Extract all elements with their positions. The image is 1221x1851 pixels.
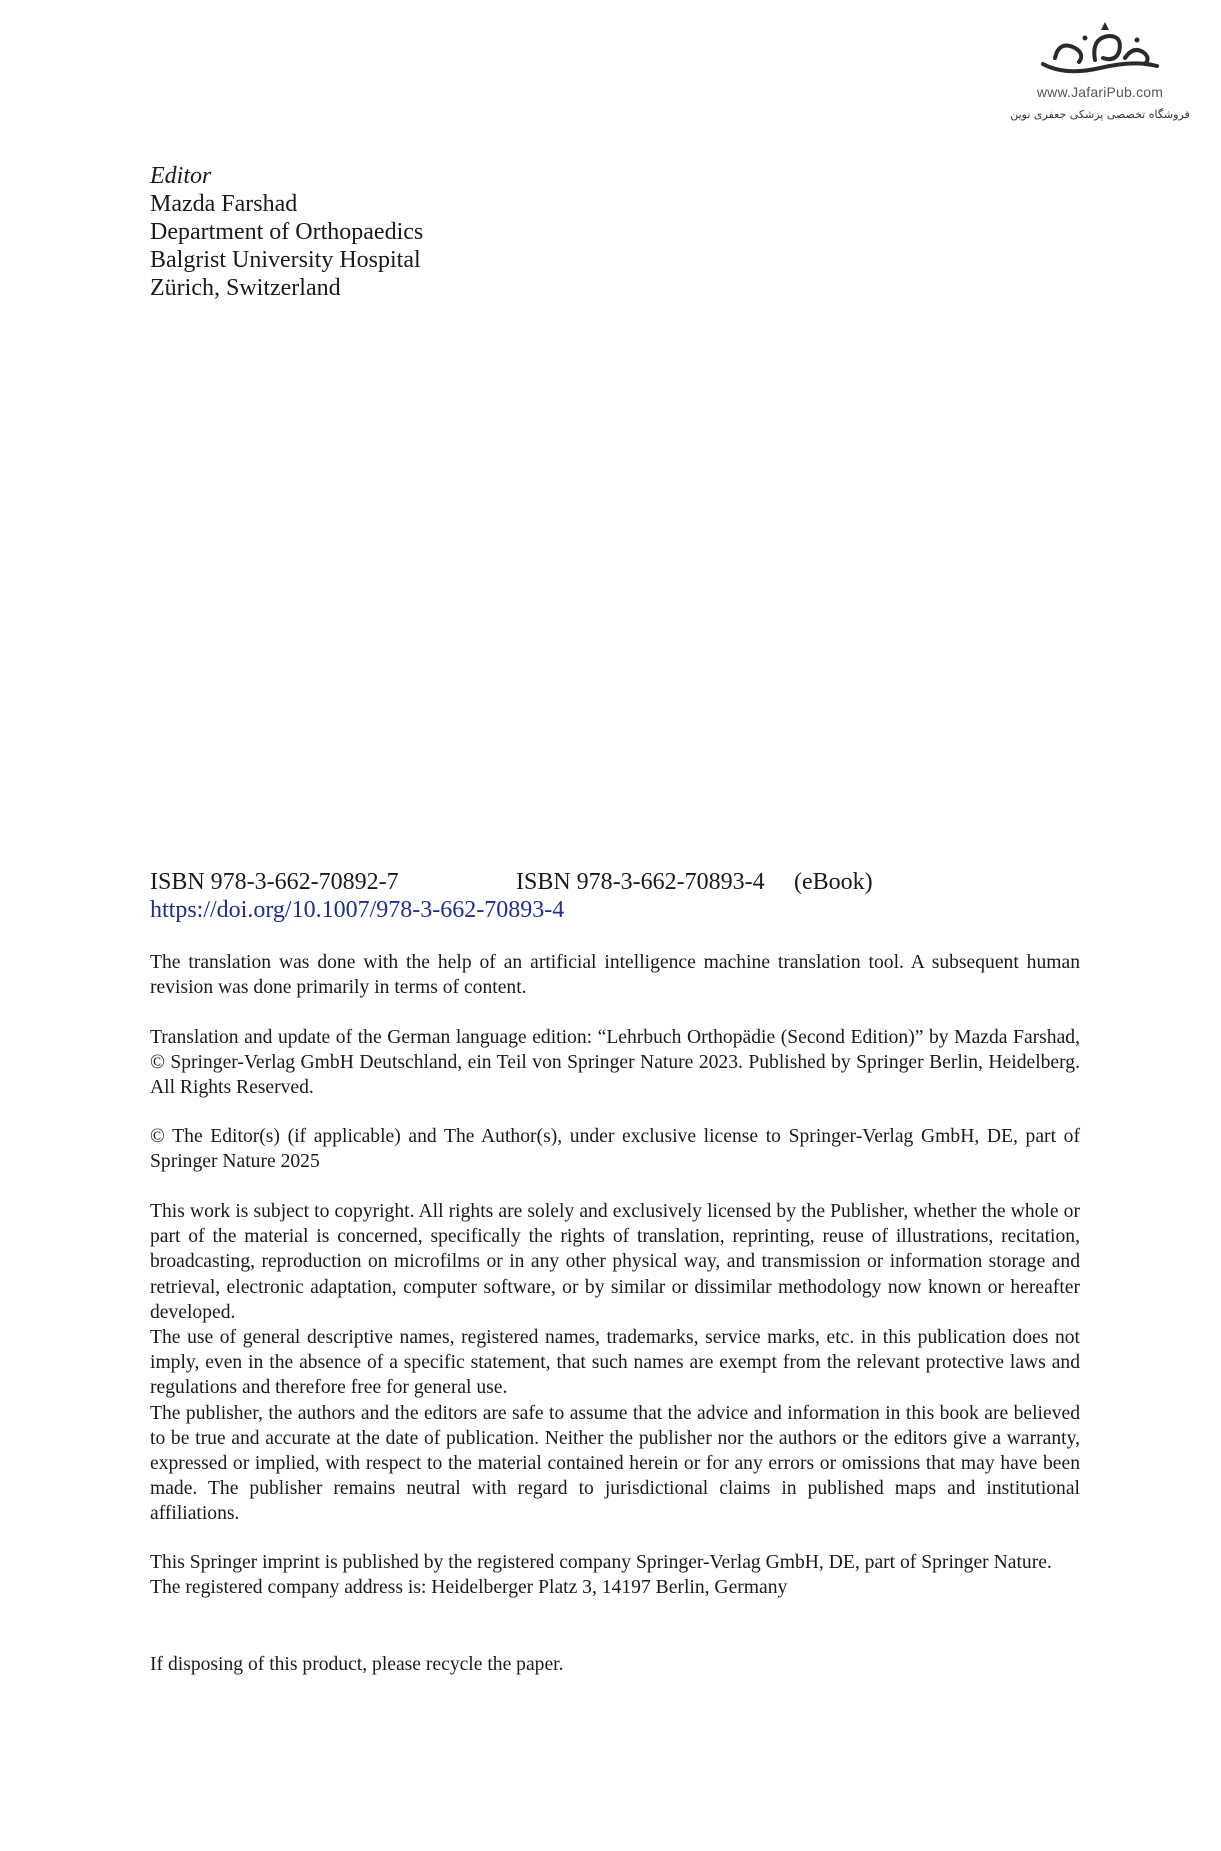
original-edition-text: Translation and update of the German language edition: “Lehrbuch Orthopädie (Second Edition)” by Mazda Farshad, © Springer-Verlag GmbH Deutschland, ein Teil von Springer Nature 2023. Published by Springer Berlin, Heidelberg. All Rights Reserved. bbox=[150, 1027, 1080, 1099]
rights-text-2: The use of general descriptive names, registered names, trademarks, service marks, etc. in this publication does not imply, even in the absence of a specific statement, that such names are exempt from the relevant protective laws and regulations and therefore free for general use. bbox=[150, 1327, 1080, 1399]
isbn-line bbox=[150, 868, 873, 896]
translation-note bbox=[150, 950, 1080, 1000]
jafari-logo-icon bbox=[1025, 18, 1175, 84]
editor-block bbox=[150, 162, 423, 302]
editor-location: Zürich, Switzerland bbox=[150, 275, 341, 301]
isbn-ebook-note: (eBook) bbox=[794, 869, 873, 895]
copyright-notice bbox=[150, 1124, 1080, 1174]
copyright-text: © The Editor(s) (if applicable) and The Author(s), under exclusive license to Springer-Verlag GmbH, DE, part of Springer Nature 2025 bbox=[150, 1126, 1080, 1173]
recycle-text: If disposing of this product, please recycle the paper. bbox=[150, 1654, 564, 1675]
isbn-ebook: ISBN 978-3-662-70893-4 bbox=[516, 869, 765, 895]
publisher-logo bbox=[1010, 18, 1190, 138]
rights-text-3: The publisher, the authors and the editors are safe to assume that the advice and information in this book are believed to be true and accurate at the date of publication. Neither the publisher nor the authors or the editors give a warranty, expressed or implied, with respect to the material contained herein or for any errors or omissions that may have been made. The publisher remains neutral with regard to jurisdictional claims in published maps and institutional affiliations. bbox=[150, 1402, 1080, 1525]
doi-link[interactable]: https://doi.org/10.1007/978-3-662-70893-4 bbox=[150, 897, 565, 923]
isbn-print: ISBN 978-3-662-70892-7 bbox=[150, 869, 399, 895]
translation-note-text: The translation was done with the help of an artificial intelligence machine translation tool. A subsequent human revision was done primarily in terms of content. bbox=[150, 952, 1080, 999]
editor-name: Mazda Farshad bbox=[150, 191, 298, 217]
editor-department: Department of Orthopaedics bbox=[150, 219, 424, 245]
logo-subtitle: فروشگاه تخصصی پزشکی جعفری نوین bbox=[1010, 108, 1190, 121]
address-text: The registered company address is: Heidelberger Platz 3, 14197 Berlin, Germany bbox=[150, 1577, 788, 1599]
imprint-text: This Springer imprint is published by the registered company Springer-Verlag GmbH, DE, part of Springer Nature. bbox=[150, 1552, 1052, 1573]
editor-label: Editor bbox=[150, 163, 212, 189]
editor-hospital: Balgrist University Hospital bbox=[150, 247, 421, 273]
original-edition-note bbox=[150, 1025, 1080, 1101]
recycle-note bbox=[150, 1652, 1080, 1677]
logo-url: www.JafariPub.com bbox=[1036, 84, 1164, 100]
rights-text-1: This work is subject to copyright. All rights are solely and exclusively licensed by the Publisher, whether the whole or part of the material is concerned, specifically the rights of translation, reprinting, reuse of illustrations, recitation, broadcasting, reproduction on microfilms or in any other physical way, and transmission or information storage and retrieval, electronic adaptation, computer software, or by similar or dissimilar methodology now known or hereafter developed. bbox=[150, 1201, 1080, 1323]
rights-block bbox=[150, 1199, 1080, 1527]
imprint-block bbox=[150, 1550, 1080, 1600]
